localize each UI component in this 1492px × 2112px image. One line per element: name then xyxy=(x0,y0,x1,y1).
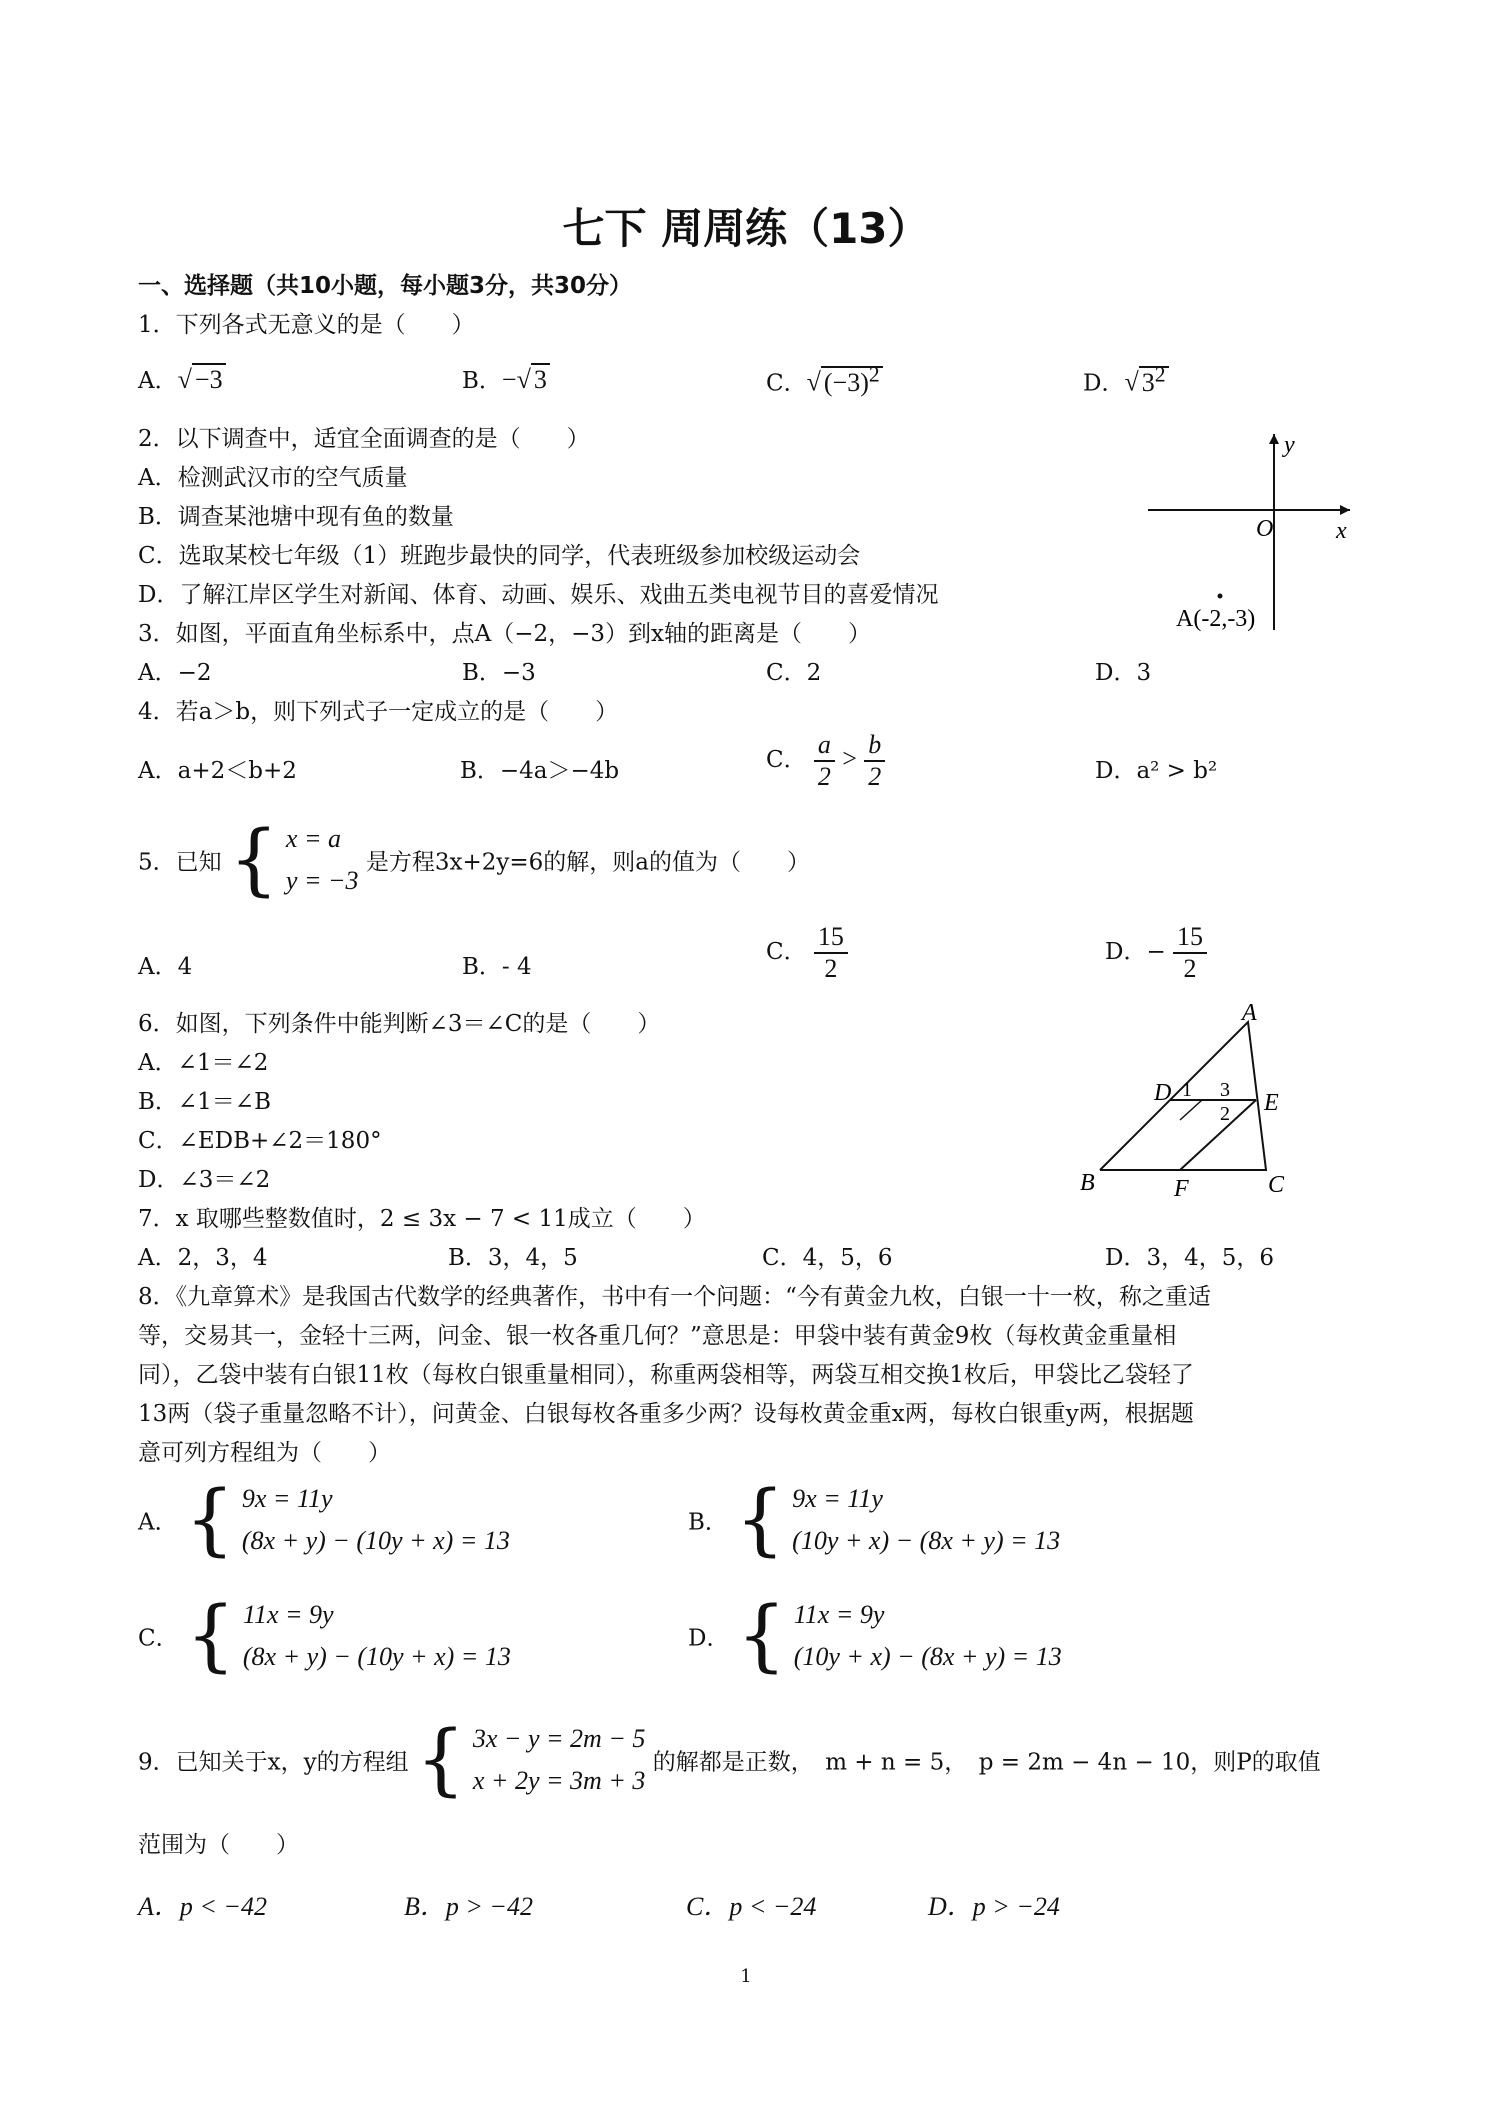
q2-option-a: A．检测武汉市的空气质量 xyxy=(138,465,408,491)
triangle-figure xyxy=(1070,1000,1310,1210)
point-e-label: E xyxy=(1264,1090,1279,1116)
numerator: a xyxy=(814,730,835,762)
q7-option-d: D．3，4，5，6 xyxy=(1105,1245,1274,1271)
option-label: D． xyxy=(1083,370,1125,397)
equation-line: 9x = 11y xyxy=(792,1484,883,1513)
q3-option-c: C．2 xyxy=(766,660,822,686)
question-8-line-4: 13两（袋子重量忽略不计），问黄金、白银每枚各重多少两？设每枚黄金重x两，每枚白银重y两，根据题 xyxy=(138,1401,1194,1427)
angle-3-label: 3 xyxy=(1220,1079,1230,1101)
denominator: 2 xyxy=(868,762,882,791)
q8-option-c: C． { 11x = 9y (8x + y) − (10y + x) = 13 xyxy=(138,1591,511,1681)
question-9-stem: 9．已知关于x，y的方程组 { 3x − y = 2m − 5 x + 2y = 3m + 3 的解都是正数， m + n = 5， p = 2m − 4n − 10，则P的取值 xyxy=(138,1715,1321,1805)
question-2-stem: 2．以下调查中，适宜全面调查的是（ ） xyxy=(138,426,590,452)
option-label: A． xyxy=(138,368,178,394)
equation-line: y = −3 xyxy=(285,866,359,895)
radicand: (−3) xyxy=(823,367,869,397)
question-8-line-2: 等，交易其一，金轻十三两，问金、银一枚各重几何？”意思是：甲袋中装有黄金9枚（每枚黄金重量相 xyxy=(138,1323,1177,1349)
option-label: C． xyxy=(766,370,807,397)
q5-option-a: A．4 xyxy=(138,954,193,980)
q2-option-c: C．选取某校七年级（1）班跑步最快的同学，代表班级参加校级运动会 xyxy=(138,543,861,569)
denominator: 2 xyxy=(817,762,831,791)
equation-line: x = a xyxy=(285,824,341,853)
q3-option-a: A．−2 xyxy=(138,660,212,686)
option-label: C． xyxy=(138,1625,179,1652)
question-3-stem: 3．如图，平面直角坐标系中，点A（−2，−3）到x轴的距离是（ ） xyxy=(138,621,872,647)
equation-line: 11x = 9y xyxy=(793,1600,885,1629)
origin-label: O xyxy=(1256,516,1274,542)
q5-option-c xyxy=(766,922,848,984)
equation-line: x + 2y = 3m + 3 xyxy=(472,1766,646,1795)
question-7-stem: 7．x 取哪些整数值时，2 ≤ 3x − 7 < 11成立（ ） xyxy=(138,1206,706,1232)
y-axis-label: y xyxy=(1284,432,1295,458)
angle-2-label: 2 xyxy=(1220,1103,1230,1125)
stem-tail: 的解都是正数， m + n = 5， p = 2m − 4n − 10，则P的取值 xyxy=(652,1749,1321,1776)
point-a-label: A(-2,-3) xyxy=(1176,606,1256,632)
option-label: D． xyxy=(688,1625,730,1652)
q4-option-b: B．−4a＞−4b xyxy=(460,758,620,784)
q5-option-d xyxy=(1105,922,1207,984)
stem-lead: 9．已知关于x，y的方程组 xyxy=(138,1749,409,1776)
question-6-stem: 6．如图，下列条件中能判断∠3＝∠C的是（ ） xyxy=(138,1011,661,1037)
option-label: C． xyxy=(766,939,807,965)
option-label: A． xyxy=(138,1509,178,1536)
q7-option-c: C．4，5，6 xyxy=(762,1245,893,1271)
question-8-line-1: 8．《九章算术》是我国古代数学的经典著作，书中有一个问题：“今有黄金九枚，白银一十一枚，称之重适 xyxy=(138,1284,1211,1310)
q1-option-d: D．√ $3^2$ xyxy=(1083,362,1169,398)
q6-option-a: A．∠1＝∠2 xyxy=(138,1050,269,1076)
section-heading: 一、选择题（共10小题，每小题3分，共30分） xyxy=(138,273,633,299)
denominator: 2 xyxy=(1183,954,1197,983)
q4-option-d: D．a² > b² xyxy=(1095,758,1218,784)
vertex-c-label: C xyxy=(1268,1172,1285,1198)
radicand: −3 xyxy=(192,363,226,394)
q8-option-b: B． { 9x = 11y (10y + x) − (8x + y) = 13 xyxy=(688,1475,1061,1565)
equation-line: (8x + y) − (10y + x) = 13 xyxy=(241,1526,510,1555)
vertex-a-label: A xyxy=(1242,1000,1257,1026)
q3-option-d: D．3 xyxy=(1095,660,1152,686)
equation-line: 3x − y = 2m − 5 xyxy=(472,1724,646,1753)
question-5-stem: 5．已知 { x = a y = −3 是方程3x+2y=6的解，则a的值为（ ） xyxy=(138,815,810,905)
stem-lead: 5．已知 xyxy=(138,849,222,876)
q7-option-b: B．3，4，5 xyxy=(448,1245,578,1271)
radicand: 3 xyxy=(531,363,550,394)
question-8-line-3: 同），乙袋中装有白银11枚（每枚白银重量相同），称重两袋相等，两袋互相交换1枚后，甲袋比乙袋轻了 xyxy=(138,1362,1194,1388)
q9-option-a: A．p < −42 xyxy=(138,1892,267,1921)
option-label: B． xyxy=(688,1509,728,1536)
page-title: 七下 周周练（13） xyxy=(562,204,930,253)
q2-option-d: D．了解江岸区学生对新闻、体育、动画、娱乐、戏曲五类电视节目的喜爱情况 xyxy=(138,582,939,608)
question-8-line-5: 意可列方程组为（ ） xyxy=(138,1440,391,1466)
stem-tail: 是方程3x+2y=6的解，则a的值为（ ） xyxy=(365,849,810,876)
x-axis-label: x xyxy=(1336,518,1347,544)
q1-option-a: A．√ −3 xyxy=(138,362,226,395)
greater-sign: > xyxy=(842,744,857,773)
equation-line: (10y + x) − (8x + y) = 13 xyxy=(793,1642,1062,1671)
equation-line: (8x + y) − (10y + x) = 13 xyxy=(242,1642,511,1671)
point-d-label: D xyxy=(1154,1080,1172,1106)
q9-option-c: C．p < −24 xyxy=(686,1892,817,1921)
option-label: D．− xyxy=(1105,939,1166,965)
numerator: 15 xyxy=(1173,922,1207,954)
q6-option-c: C．∠EDB+∠2＝180° xyxy=(138,1128,382,1154)
q1-option-b: B．−√ 3 xyxy=(462,362,550,395)
numerator: 15 xyxy=(814,922,848,954)
q4-option-a: A．a+2＜b+2 xyxy=(138,758,297,784)
denominator: 2 xyxy=(824,954,838,983)
q8-option-a: A． { 9x = 11y (8x + y) − (10y + x) = 13 xyxy=(138,1475,510,1565)
numerator: b xyxy=(864,730,885,762)
vertex-b-label: B xyxy=(1080,1170,1095,1196)
q5-option-b: B．- 4 xyxy=(462,954,532,980)
q9-option-b: B．p > −42 xyxy=(404,1892,533,1921)
coordinate-figure xyxy=(1140,430,1360,640)
equation-line: (10y + x) − (8x + y) = 13 xyxy=(792,1526,1061,1555)
radicand: 3 xyxy=(1141,367,1155,397)
question-1-stem: 1．下列各式无意义的是（ ） xyxy=(138,312,475,338)
q8-option-d: D． { 11x = 9y (10y + x) − (8x + y) = 13 xyxy=(688,1591,1062,1681)
option-label: C． xyxy=(766,747,807,773)
equation-line: 11x = 9y xyxy=(242,1600,334,1629)
option-label: B． xyxy=(462,368,502,394)
question-4-stem: 4．若a＞b，则下列式子一定成立的是（ ） xyxy=(138,699,619,725)
point-f-label: F xyxy=(1174,1176,1189,1202)
q6-option-d: D．∠3＝∠2 xyxy=(138,1167,271,1193)
q3-option-b: B．−3 xyxy=(462,660,536,686)
q7-option-a: A．2，3，4 xyxy=(138,1245,268,1271)
q1-option-c: C．√ $(-3)^2$ xyxy=(766,362,883,398)
q2-option-b: B．调查某池塘中现有鱼的数量 xyxy=(138,504,454,530)
q9-option-d: D．p > −24 xyxy=(928,1892,1060,1921)
q4-option-c xyxy=(766,730,885,792)
q6-option-b: B．∠1＝∠B xyxy=(138,1089,271,1115)
angle-1-label: 1 xyxy=(1182,1079,1192,1101)
page-number: 1 xyxy=(740,1966,752,1987)
equation-line: 9x = 11y xyxy=(241,1484,333,1513)
question-9-line-2: 范围为（ ） xyxy=(138,1832,299,1858)
